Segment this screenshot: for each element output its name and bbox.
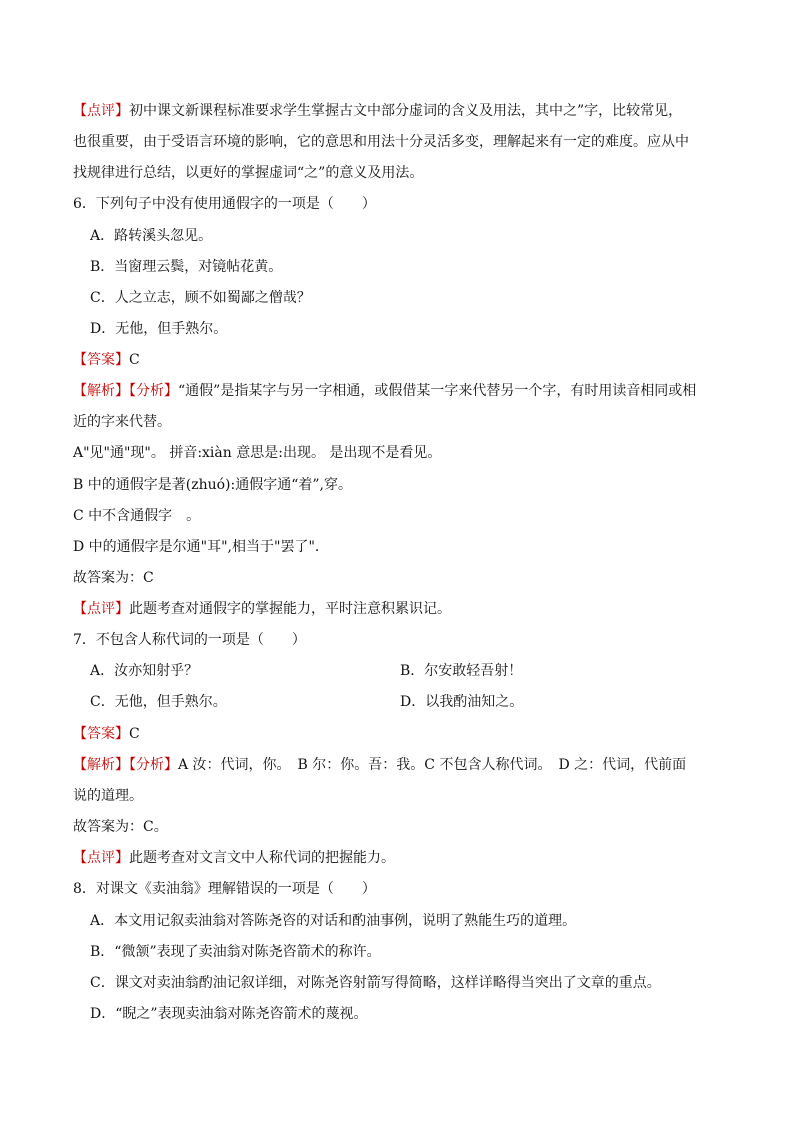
q6-analysis-line-1: [73, 381, 696, 401]
q8-option-a: A．本文用记叙卖油翁对答陈尧咨的对话和酌油事例，说明了熟能生巧的道理。: [90, 913, 577, 929]
q8-option-b: B．“微颔”表现了卖油翁对陈尧咨箭术的称许。: [90, 944, 381, 960]
analysis-text: “通假”是指某字与另一字相通，或假借某一字来代替另一个字，有时用读音相同或相: [178, 383, 697, 399]
review-tag: 【点评】: [73, 103, 129, 119]
q7-analysis-line-1: [73, 755, 686, 775]
q8-stem: 8．对课文《卖油翁》理解错误的一项是（ ）: [73, 881, 376, 897]
q7-options-row-1: [90, 661, 710, 681]
q7-conclusion: 故答案为：C。: [73, 819, 168, 835]
q6-detail-a: A"见"通"现"。 拼音:xiàn 意思是:出现。 是出现不是看见。: [73, 445, 442, 461]
answer-tag: 【答案】: [73, 726, 129, 742]
q6-detail-d: D 中的通假字是尔通"耳",相当于"罢了".: [73, 539, 320, 555]
answer-tag: 【答案】: [73, 352, 129, 368]
q7-answer: [73, 724, 140, 744]
analysis-tag: 【解析】【分析】: [73, 757, 178, 773]
review-tag: 【点评】: [73, 601, 129, 617]
review-tag: 【点评】: [73, 850, 129, 866]
q6-option-d: D．无他，但手熟尔。: [90, 321, 228, 337]
q7-stem: 7．不包含人称代词的一项是（ ）: [73, 632, 306, 648]
q7-option-a: A．汝亦知射乎？: [90, 663, 199, 679]
q6-option-b: B．当窗理云鬓，对镜帖花黄。: [90, 259, 283, 275]
q7-option-c: C．无他，但手熟尔。: [90, 694, 227, 710]
answer-value: C: [129, 726, 140, 742]
q7-options-row-2: [90, 692, 710, 712]
q7-analysis-line-2: 说的道理。: [73, 788, 143, 804]
analysis-text: A 汝：代词，你。 B 尔：你。吾：我。C 不包含人称代词。 D 之：代词，代前面: [178, 757, 687, 773]
analysis-tag: 【解析】【分析】: [73, 383, 178, 399]
q6-conclusion: 故答案为：C: [73, 570, 154, 586]
review-text: 初中课文新课程标准要求学生掌握古文中部分虚词的含义及用法，其中之”字，比较常见，: [129, 103, 683, 119]
q6-option-c: C．人之立志，顾不如蜀鄙之僧哉？: [90, 290, 311, 306]
q5-review-line-2: 也很重要，由于受语言环境的影响，它的意思和用法十分灵活多变，理解起来有一定的难度。应从中: [73, 134, 689, 150]
q6-detail-c: C 中不含通假字 。: [73, 508, 201, 524]
answer-value: C: [129, 352, 140, 368]
q6-review: [73, 599, 451, 619]
q6-answer: [73, 350, 140, 370]
q7-option-d: D．以我酌油知之。: [400, 694, 524, 710]
q6-stem: 6．下列句子中没有使用通假字的一项是（ ）: [73, 196, 376, 212]
q6-analysis-line-2: 近的字来代替。: [73, 414, 171, 430]
q8-option-d: D．“睨之”表现卖油翁对陈尧咨箭术的蔑视。: [90, 1006, 368, 1022]
q5-review-line-3: 找规律进行总结，以更好的掌握虚词“之”的意义及用法。: [73, 165, 424, 181]
review-text: 此题考查对通假字的掌握能力，平时注意积累识记。: [129, 601, 451, 617]
review-text: 此题考查对文言文中人称代词的把握能力。: [129, 850, 395, 866]
q5-review-line-1: [73, 101, 682, 121]
q7-review: [73, 848, 395, 868]
q8-option-c: C．课文对卖油翁酌油记叙详细，对陈尧咨射箭写得简略，这样详略得当突出了文章的重点。: [90, 975, 661, 991]
q6-detail-b: B 中的通假字是著(zhuó):通假字通“着”,穿。: [73, 477, 352, 493]
q6-option-a: A．路转溪头忽见。: [90, 228, 213, 244]
q7-option-b: B．尔安敢轻吾射！: [400, 663, 523, 679]
